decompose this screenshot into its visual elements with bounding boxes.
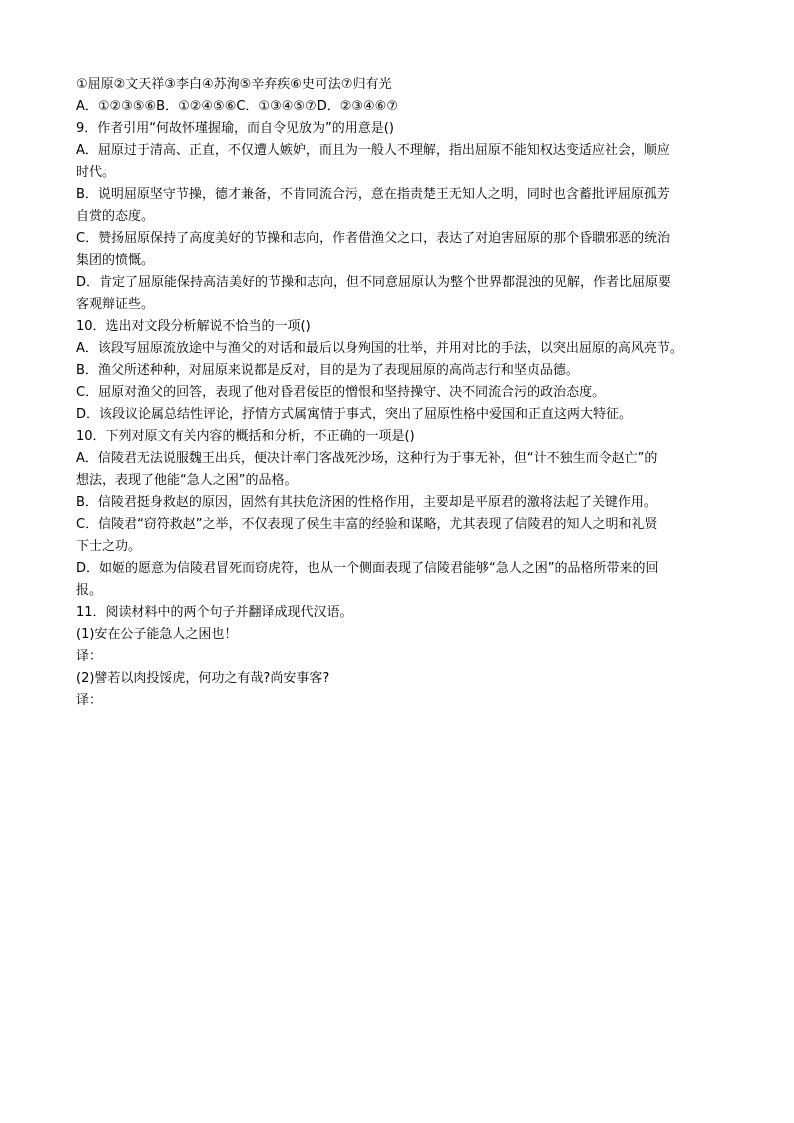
q10b-stem: 10．下列对原文有关内容的概括和分析，不正确的一项是()	[76, 429, 415, 444]
q11-translation-2-label: 译：	[76, 693, 103, 708]
answer-options-list: ①屈原②文天祥③李白④苏洵⑤辛弃疾⑥史可法⑦归有光	[76, 77, 392, 92]
q8-choices: A．①②③⑤⑥B．①②④⑤⑥C．①③④⑤⑦D．②③④⑥⑦	[76, 99, 398, 114]
q10a-option-a: A．该段写屈原流放途中与渔父的对话和最后以身殉国的壮举，并用对比的手法，以突出屈原的高风亮节。	[76, 341, 683, 356]
q9-stem: 9．作者引用“何故怀瑾握瑜，而自令见放为”的用意是()	[76, 121, 394, 136]
q10b-option-d: D．如姬的愿意为信陵君冒死而窃虎符，也从一个侧面表现了信陵君能够“急人之困”的品格所带来的回	[76, 561, 659, 576]
q11-sentence-1: (1)安在公子能急人之困也！	[76, 627, 238, 642]
q9-option-b-cont: 自赏的态度。	[76, 209, 155, 224]
q9-option-c: C．赞扬屈原保持了高度美好的节操和志向，作者借渔父之口，表达了对迫害屈原的那个昏聩邪恶的统治	[76, 231, 671, 246]
q10a-option-d: D．该段议论属总结性评论，抒情方式属寓情于事式，突出了屈原性格中爱国和正直这两大特征。	[76, 407, 633, 422]
q9-option-c-cont: 集团的愤慨。	[76, 253, 155, 268]
q9-option-a-cont: 时代。	[76, 165, 116, 180]
q9-option-a: A．屈原过于清高、正直，不仅遭人嫉妒，而且为一般人不理解，指出屈原不能知权达变适应社会，顺应	[76, 143, 670, 158]
q10b-option-d-cont: 报。	[76, 583, 103, 598]
q10a-option-c: C．屈原对渔父的回答，表现了他对昏君佞臣的憎恨和坚持操守、决不同流合污的政治态度。	[76, 385, 606, 400]
q11-stem: 11．阅读材料中的两个句子并翻译成现代汉语。	[76, 605, 353, 620]
q11-sentence-2: (2)譬若以肉投馁虎，何功之有哉?尚安事客?	[76, 671, 330, 686]
q10b-option-a-cont: 想法，表现了他能“急人之困”的品格。	[76, 473, 298, 488]
q9-option-d: D．肯定了屈原能保持高洁美好的节操和志向，但不同意屈原认为整个世界都混浊的见解，作者比屈原要	[76, 275, 672, 290]
q10a-stem: 10．选出对文段分析解说不恰当的一项()	[76, 319, 311, 334]
q10b-option-a: A．信陵君无法说服魏王出兵，便决计率门客战死沙场，这种行为于事无补，但“计不独生而令赵亡”的	[76, 451, 658, 466]
q11-translation-1-label: 译：	[76, 649, 103, 664]
q9-option-d-cont: 客观辩证些。	[76, 297, 155, 312]
q10b-option-c-cont: 下士之功。	[76, 539, 142, 554]
q10a-option-b: B．渔父所述种种，对屈原来说都是反对，目的是为了表现屈原的高尚志行和坚贞品德。	[76, 363, 579, 378]
document-page	[76, 74, 726, 712]
q9-option-b: B．说明屈原坚守节操，德才兼备，不肯同流合污，意在指责楚王无知人之明，同时也含蓄批评屈原孤芳	[76, 187, 670, 202]
q10b-option-c: C．信陵君“窃符救赵”之举，不仅表现了侯生丰富的经验和谋略，尤其表现了信陵君的知人之明和礼贤	[76, 517, 658, 532]
q10b-option-b: B．信陵君挺身救赵的原因，固然有其扶危济困的性格作用，主要却是平原君的激将法起了关键作用。	[76, 495, 657, 510]
